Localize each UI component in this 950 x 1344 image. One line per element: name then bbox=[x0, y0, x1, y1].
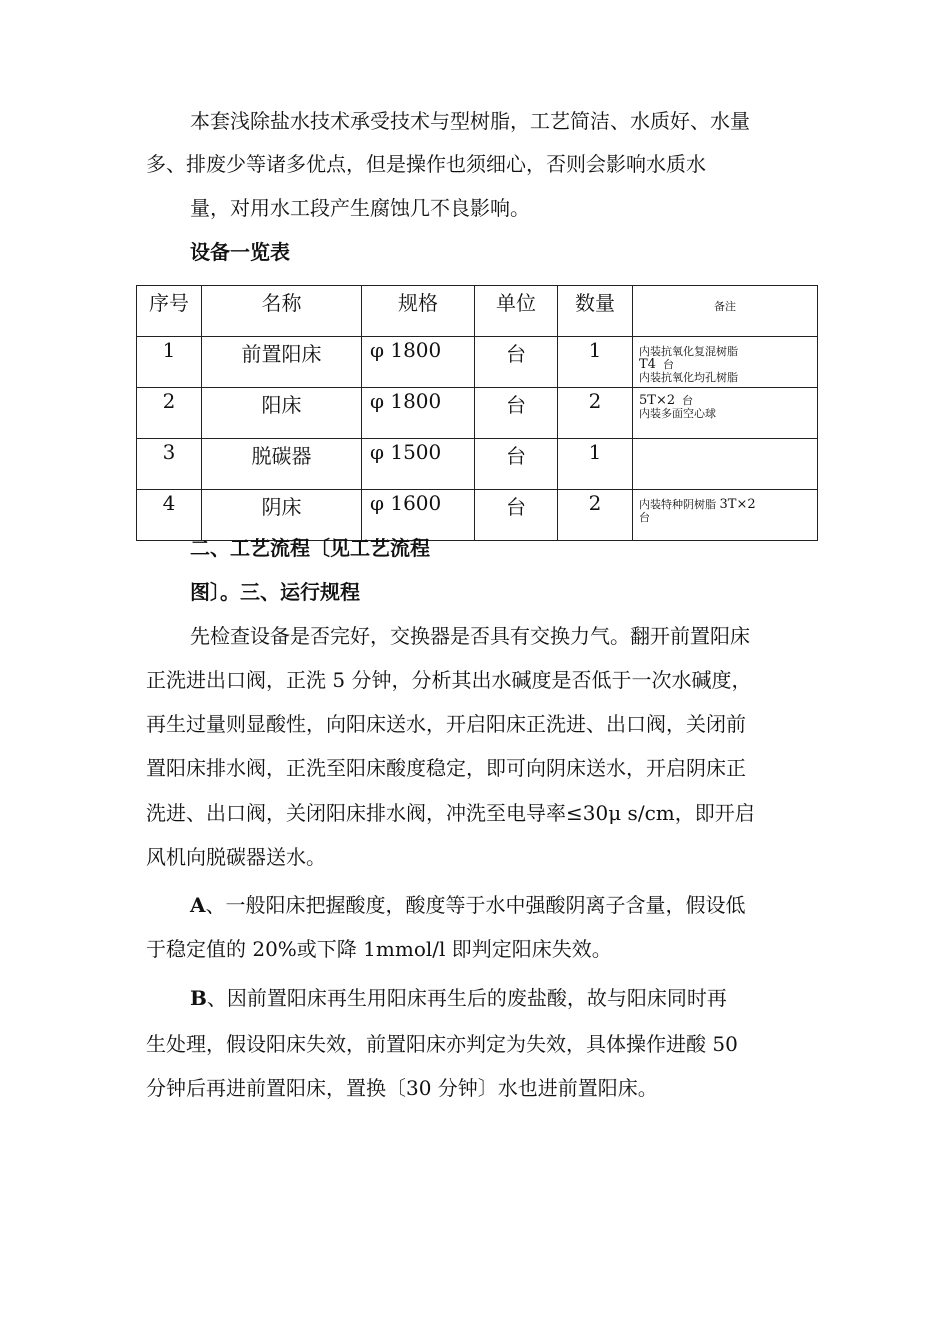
cell-remark bbox=[633, 388, 818, 439]
table-row bbox=[137, 439, 818, 490]
cell-unit: 台 bbox=[475, 388, 558, 439]
table-header-row bbox=[137, 286, 818, 337]
remark-text: T4 bbox=[639, 357, 656, 372]
remark-text: 5T×2 bbox=[639, 393, 676, 408]
remark-text: 台 bbox=[662, 358, 674, 371]
cell-qty: 2 bbox=[558, 388, 633, 439]
cell-spec: φ 1800 bbox=[362, 388, 475, 439]
para-b-line-2: 生处理，假设阳床失效，前置阳床亦判定为失效，具体操作进酸 50 bbox=[146, 1032, 738, 1056]
header-spec: 规格 bbox=[362, 286, 475, 337]
remark-text: 台 bbox=[639, 511, 650, 524]
para-a-line-2: 于稳定值的 20%或下降 1mmol/l 即判定阳床失效。 bbox=[146, 937, 612, 961]
cell-unit: 台 bbox=[475, 490, 558, 541]
cell-name: 阳床 bbox=[202, 388, 362, 439]
remark-text: 3T×2 bbox=[719, 497, 756, 512]
intro-line-3: 量，对用水工段产生腐蚀几不良影响。 bbox=[190, 196, 530, 220]
para-b-line-3: 分钟后再进前置阳床，置换〔30 分钟〕水也进前置阳床。 bbox=[146, 1076, 658, 1100]
header-name: 名称 bbox=[202, 286, 362, 337]
remark-text: 内装特种阴树脂 bbox=[639, 498, 716, 511]
remark-text: 内装多面空心球 bbox=[639, 407, 716, 420]
para-a-line-1 bbox=[190, 893, 746, 917]
section-heading: 图〕。三、运行规程 bbox=[190, 580, 360, 604]
cell-remark bbox=[633, 337, 818, 388]
para-b-line-1 bbox=[190, 986, 727, 1010]
cell-name: 脱碳器 bbox=[202, 439, 362, 490]
intro-line-2: 多、排废少等诸多优点，但是操作也须细心，否则会影响水质水 bbox=[146, 152, 706, 176]
equipment-table bbox=[136, 285, 818, 541]
cell-spec: φ 1800 bbox=[362, 337, 475, 388]
cell-no: 2 bbox=[137, 388, 202, 439]
cell-no: 1 bbox=[137, 337, 202, 388]
cell-name: 阴床 bbox=[202, 490, 362, 541]
table-row bbox=[137, 490, 818, 541]
procedure-line-6: 风机向脱碳器送水。 bbox=[146, 845, 326, 869]
cell-spec: φ 1600 bbox=[362, 490, 475, 541]
procedure-line-4: 置阳床排水阀，正洗至阳床酸度稳定，即可向阴床送水，开启阴床正 bbox=[146, 756, 746, 780]
table-row bbox=[137, 337, 818, 388]
para-b-label: B bbox=[190, 986, 207, 1010]
header-no: 序号 bbox=[137, 286, 202, 337]
cell-unit: 台 bbox=[475, 337, 558, 388]
procedure-line-5: 洗进、出口阀，关闭阳床排水阀，冲洗至电导率≤30μ s/cm，即开启 bbox=[146, 801, 755, 825]
cell-name: 前置阳床 bbox=[202, 337, 362, 388]
cell-remark bbox=[633, 490, 818, 541]
cell-remark bbox=[633, 439, 818, 490]
section-heading: 二、工艺流程〔见工艺流程 bbox=[190, 536, 430, 560]
cell-qty: 1 bbox=[558, 439, 633, 490]
procedure-line-3: 再生过量则显酸性，向阳床送水，开启阳床正洗进、出口阀，关闭前 bbox=[146, 712, 746, 736]
table-title: 设备一览表 bbox=[190, 240, 290, 264]
header-unit: 单位 bbox=[475, 286, 558, 337]
table-row bbox=[137, 388, 818, 439]
cell-qty: 2 bbox=[558, 490, 633, 541]
cell-qty: 1 bbox=[558, 337, 633, 388]
intro-line-1: 本套浅除盐水技术承受技术与型树脂，工艺简洁、水质好、水量 bbox=[190, 109, 750, 133]
procedure-line-1: 先检查设备是否完好，交换器是否具有交换力气。翻开前置阳床 bbox=[190, 624, 750, 648]
remark-text: 内装抗氧化均孔树脂 bbox=[639, 371, 738, 384]
cell-unit: 台 bbox=[475, 439, 558, 490]
header-qty: 数量 bbox=[558, 286, 633, 337]
procedure-line-2: 正洗进出口阀，正洗 5 分钟，分析其出水碱度是否低于一次水碱度， bbox=[146, 668, 752, 692]
remark-text: 内装抗氧化复混树脂 bbox=[639, 345, 738, 358]
cell-spec: φ 1500 bbox=[362, 439, 475, 490]
cell-no: 4 bbox=[137, 490, 202, 541]
remark-text: 台 bbox=[682, 394, 694, 407]
para-b-text: 、因前置阳床再生用阳床再生后的废盐酸，故与阳床同时再 bbox=[206, 986, 727, 1010]
cell-no: 3 bbox=[137, 439, 202, 490]
para-a-label: A bbox=[190, 893, 206, 917]
para-a-text: 、一般阳床把握酸度，酸度等于水中强酸阴离子含量，假设低 bbox=[205, 893, 746, 917]
header-remark: 备注 bbox=[633, 286, 818, 337]
